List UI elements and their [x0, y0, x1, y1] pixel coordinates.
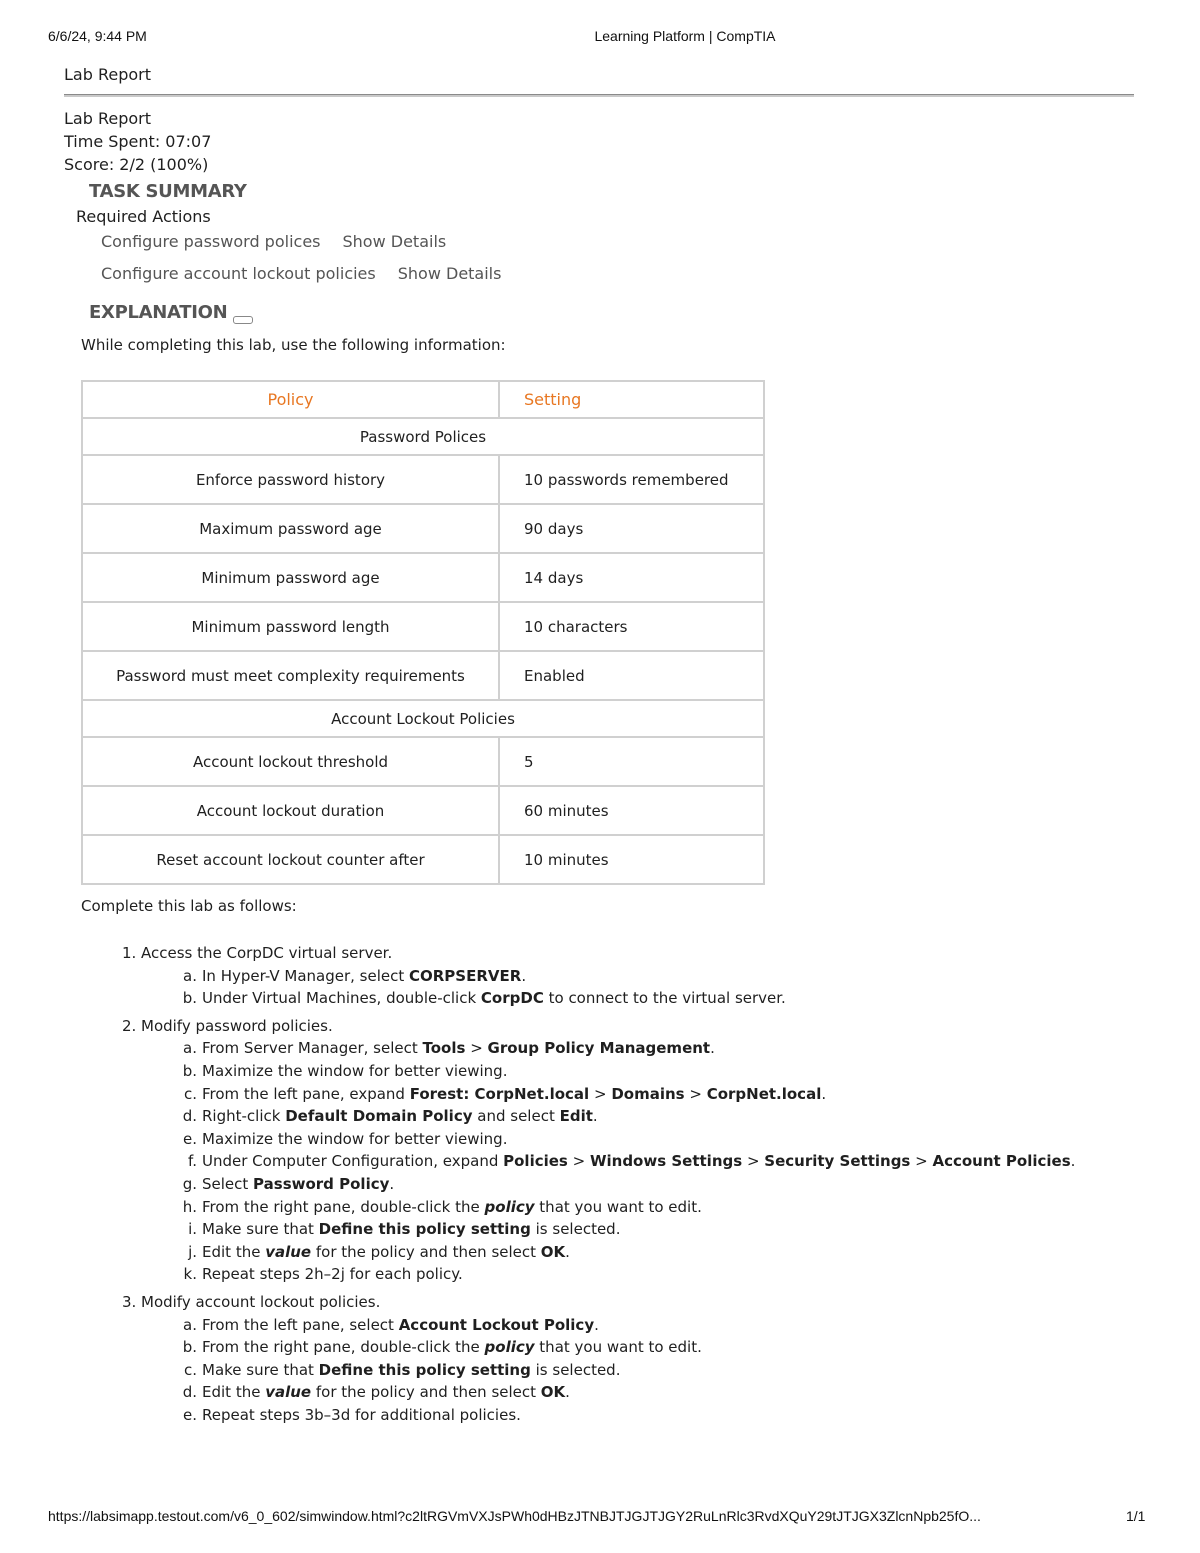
sub-step-letter: e. — [183, 1129, 197, 1148]
policy-cell: Minimum password length — [82, 602, 499, 651]
policy-cell: Reset account lockout counter after — [82, 835, 499, 884]
sub-step-letter: b. — [182, 1338, 197, 1357]
group-account-lockout: Account Lockout Policies — [82, 700, 764, 737]
step-text: Modify password policies. — [141, 1016, 333, 1035]
sub-step-text: > — [742, 1152, 765, 1171]
sub-step-text: and select — [472, 1107, 560, 1126]
sub-step — [0, 987, 1075, 1010]
emphasis-text: value — [265, 1383, 312, 1402]
sub-step-letter: a. — [183, 1315, 197, 1334]
emphasis-text: OK — [540, 1383, 566, 1402]
sub-step-text: Edit the — [202, 1383, 266, 1402]
sub-step-text: to connect to the virtual server. — [543, 989, 786, 1008]
show-details-link[interactable]: Show Details — [397, 264, 502, 283]
sub-step-text: Maximize the window for better viewing. — [202, 1061, 508, 1080]
policy-cell: Password must meet complexity requirements — [82, 651, 499, 700]
sub-step-text: > — [589, 1084, 612, 1103]
header-policy: Policy — [82, 381, 499, 418]
action-label: Configure account lockout policies — [101, 264, 376, 283]
sub-step-text: . — [389, 1174, 395, 1193]
sub-step-text: for the policy and then select — [311, 1242, 541, 1261]
sub-step-text: is selected. — [530, 1220, 621, 1239]
setting-cell: 10 passwords remembered — [499, 455, 764, 504]
sub-step-letter: a. — [183, 966, 197, 985]
emphasis-text: Windows Settings — [589, 1152, 743, 1171]
time-spent: Time Spent: 07:07 — [64, 132, 212, 151]
sub-step-text: that you want to edit. — [534, 1197, 702, 1216]
sub-step-letter: c. — [183, 1084, 197, 1103]
sub-step-text: Make sure that — [202, 1220, 319, 1239]
instruction-step — [0, 1015, 1075, 1286]
sub-step-text: . — [1070, 1152, 1076, 1171]
sub-step-text: Make sure that — [202, 1360, 319, 1379]
sub-step-text: > — [910, 1152, 933, 1171]
setting-cell: 5 — [499, 737, 764, 786]
sub-step-letter: k. — [183, 1265, 197, 1284]
policy-cell: Account lockout threshold — [82, 737, 499, 786]
step-number: 2. — [122, 1016, 137, 1035]
sub-step-text: . — [594, 1315, 599, 1334]
sub-step-text: > — [465, 1039, 488, 1058]
policy-cell: Minimum password age — [82, 553, 499, 602]
emphasis-text: policy — [484, 1197, 535, 1216]
page-number: 1/1 — [1126, 1508, 1146, 1524]
sub-step — [0, 1037, 1075, 1060]
table-row — [82, 737, 764, 786]
policy-cell: Maximum password age — [82, 504, 499, 553]
sub-step — [0, 1128, 1075, 1151]
sub-step-text: that you want to edit. — [534, 1338, 702, 1357]
step-text: Modify account lockout policies. — [141, 1292, 381, 1311]
sub-step-text: From Server Manager, select — [202, 1039, 423, 1058]
sub-step-text: > — [567, 1152, 590, 1171]
instructions-intro: Complete this lab as follows: — [81, 897, 297, 915]
sub-step — [0, 1173, 1075, 1196]
sub-step — [0, 1336, 1075, 1359]
group-password-policies: Password Polices — [82, 418, 764, 455]
emphasis-text: policy — [484, 1338, 535, 1357]
sub-step-text: Repeat steps 3b–3d for additional policies. — [202, 1405, 521, 1424]
emphasis-text: Password Policy — [253, 1174, 390, 1193]
table-row — [82, 651, 764, 700]
action-label: Configure password polices — [101, 232, 321, 251]
sub-step-letter: g. — [182, 1174, 197, 1193]
sub-step — [0, 1105, 1075, 1128]
sub-step — [0, 1196, 1075, 1219]
report-meta — [64, 107, 211, 176]
emphasis-text: Edit — [559, 1107, 593, 1126]
emphasis-text: Forest: CorpNet.local — [409, 1084, 590, 1103]
emphasis-text: value — [265, 1242, 312, 1261]
setting-cell: 60 minutes — [499, 786, 764, 835]
table-row — [82, 553, 764, 602]
sub-step-letter: d. — [182, 1383, 197, 1402]
sub-step-letter: b. — [182, 989, 197, 1008]
setting-cell: Enabled — [499, 651, 764, 700]
policy-cell: Account lockout duration — [82, 786, 499, 835]
sub-step-text: From the left pane, expand — [202, 1084, 410, 1103]
sub-step-text: Repeat steps 2h–2j for each policy. — [202, 1265, 463, 1284]
sub-step — [0, 1381, 1075, 1404]
sub-step-letter: c. — [183, 1360, 197, 1379]
explanation-heading — [89, 302, 253, 324]
sub-step-text: Edit the — [202, 1242, 266, 1261]
sub-step-text: Under Virtual Machines, double-click — [202, 989, 481, 1008]
explanation-heading-text: EXPLANATION — [89, 302, 228, 323]
sub-step-letter: f. — [188, 1152, 197, 1171]
emphasis-text: OK — [540, 1242, 566, 1261]
table-row — [82, 786, 764, 835]
emphasis-text: Define this policy setting — [318, 1220, 531, 1239]
sub-step — [0, 1150, 1075, 1173]
sub-step-text: . — [565, 1383, 570, 1402]
sub-step-text: . — [821, 1084, 827, 1103]
emphasis-text: CorpNet.local — [706, 1084, 822, 1103]
header-setting: Setting — [499, 381, 764, 418]
sub-step-text: Maximize the window for better viewing. — [202, 1129, 508, 1148]
divider — [64, 94, 1134, 97]
emphasis-text: Group Policy Management — [487, 1039, 711, 1058]
emphasis-text: Tools — [422, 1039, 466, 1058]
emphasis-text: Default Domain Policy — [285, 1107, 473, 1126]
instruction-step — [0, 942, 1075, 1010]
sub-step-text: From the right pane, double-click the — [202, 1338, 485, 1357]
sub-step-letter: i. — [188, 1220, 197, 1239]
print-title: Learning Platform | CompTIA — [594, 28, 776, 44]
instruction-step — [0, 1291, 1075, 1427]
step-line — [0, 1015, 1075, 1038]
emphasis-text: Account Policies — [932, 1152, 1071, 1171]
sub-step-text: . — [565, 1242, 570, 1261]
sub-step — [0, 1218, 1075, 1241]
table-row — [82, 455, 764, 504]
table-row — [82, 504, 764, 553]
sub-step — [0, 1060, 1075, 1083]
sub-step-text: . — [521, 966, 527, 985]
sub-step-text: From the right pane, double-click the — [202, 1197, 485, 1216]
sub-step-text: > — [684, 1084, 707, 1103]
sub-step-text: for the policy and then select — [311, 1383, 541, 1402]
sub-step-letter: h. — [182, 1197, 197, 1216]
report-heading: Lab Report — [64, 109, 151, 128]
action-item — [101, 264, 501, 283]
sub-step — [0, 1314, 1075, 1337]
task-summary-heading: TASK SUMMARY — [89, 181, 247, 202]
sub-step-letter: j. — [188, 1242, 197, 1261]
sub-step-text: . — [710, 1039, 715, 1058]
table-header-row — [82, 381, 764, 418]
table-group-row — [82, 700, 764, 737]
sub-step-letter: e. — [183, 1405, 197, 1424]
sub-step-text: Under Computer Configuration, expand — [202, 1152, 504, 1171]
sub-step-text: Right-click — [202, 1107, 286, 1126]
emphasis-text: Domains — [611, 1084, 685, 1103]
policy-table — [81, 380, 765, 885]
step-line — [0, 1291, 1075, 1314]
emphasis-text: Policies — [503, 1152, 568, 1171]
table-group-row — [82, 418, 764, 455]
collapse-icon[interactable] — [233, 316, 253, 324]
required-actions-label: Required Actions — [76, 207, 211, 226]
setting-cell: 90 days — [499, 504, 764, 553]
policy-cell: Enforce password history — [82, 455, 499, 504]
setting-cell: 10 characters — [499, 602, 764, 651]
emphasis-text: CorpDC — [480, 989, 544, 1008]
sub-step — [0, 1359, 1075, 1382]
show-details-link[interactable]: Show Details — [342, 232, 447, 251]
table-row — [82, 602, 764, 651]
sub-step — [0, 1404, 1075, 1427]
sub-step — [0, 1263, 1075, 1286]
sub-step — [0, 1083, 1075, 1106]
print-date: 6/6/24, 9:44 PM — [48, 28, 147, 44]
sub-step-letter: d. — [182, 1107, 197, 1126]
sub-step — [0, 1241, 1075, 1264]
sub-step-text: Select — [202, 1174, 254, 1193]
print-url: https://labsimapp.testout.com/v6_0_602/simwindow.html?c2ltRGVmVXJsPWh0dHBzJTNBJTJGJTJGY2RuLnRlc3RvdXQuY29tJTJGX3ZlcnNpb25fO... — [48, 1508, 981, 1524]
sub-step-text: is selected. — [530, 1360, 621, 1379]
explanation-intro: While completing this lab, use the following information: — [81, 336, 506, 354]
step-number: 3. — [122, 1292, 137, 1311]
sub-step-letter: a. — [183, 1039, 197, 1058]
emphasis-text: Account Lockout Policy — [398, 1315, 595, 1334]
sub-step-text: In Hyper-V Manager, select — [202, 966, 409, 985]
sub-step-letter: b. — [182, 1061, 197, 1080]
setting-cell: 10 minutes — [499, 835, 764, 884]
setting-cell: 14 days — [499, 553, 764, 602]
step-line — [0, 942, 1075, 965]
emphasis-text: CORPSERVER — [409, 966, 522, 985]
step-number: 1. — [122, 944, 137, 962]
page-title: Lab Report — [64, 65, 151, 84]
action-item — [101, 232, 446, 251]
table-row — [82, 835, 764, 884]
sub-step — [0, 965, 1075, 988]
step-text: Access the CorpDC virtual server. — [141, 944, 393, 962]
emphasis-text: Security Settings — [764, 1152, 911, 1171]
instruction-steps — [0, 942, 1075, 1426]
sub-step-text: . — [592, 1107, 598, 1126]
sub-step-text: From the left pane, select — [202, 1315, 399, 1334]
score: Score: 2/2 (100%) — [64, 155, 209, 174]
emphasis-text: Define this policy setting — [318, 1360, 531, 1379]
